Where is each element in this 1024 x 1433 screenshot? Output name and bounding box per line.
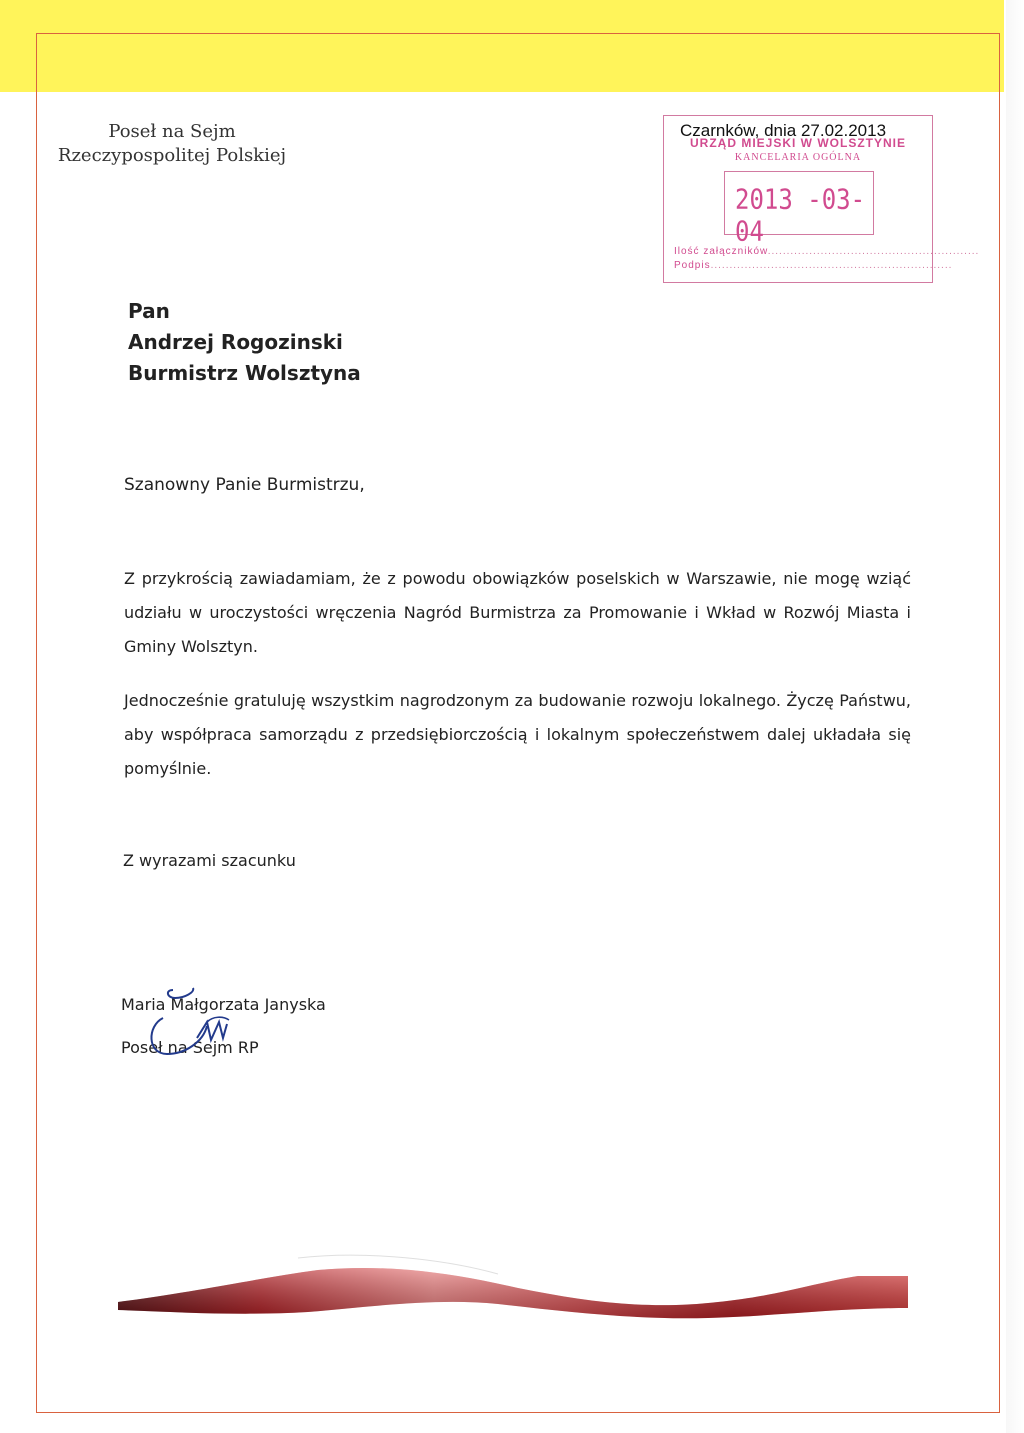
decorative-red-ribbon <box>118 1250 908 1322</box>
stamp-department: KANCELARIA OGÓLNA <box>734 152 862 163</box>
place-date: Czarnków, dnia 27.02.2013 <box>680 121 887 140</box>
recipient-name: Andrzej Rogozinski <box>128 330 343 354</box>
stamp-signature-dots: ................................................................ <box>710 260 953 271</box>
salutation: Szanowny Panie Burmistrzu, <box>124 475 365 495</box>
signer-name: Maria Małgorzata Janyska <box>121 995 326 1014</box>
stamp-signature-label: Podpis <box>674 260 711 271</box>
paragraph-1: Z przykrością zawiadamiam, że z powodu obowiązków poselskich w Warszawie, nie mogę wziąć udziału w uroczystości wręczenia Nagród Burmistrza za Promowanie i Wkład w Rozwój Miasta i Gminy Wolsztyn. <box>124 569 911 656</box>
closing-phrase: Z wyrazami szacunku <box>123 851 296 870</box>
recipient-position: Burmistrz Wolsztyna <box>128 361 361 385</box>
signer-role: Poseł na Sejm RP <box>121 1038 259 1057</box>
sender-header <box>52 120 292 168</box>
handwritten-signature <box>137 982 235 1078</box>
recipient-title: Pan <box>128 299 170 323</box>
sender-line-2: Rzeczypospolitej Polskiej <box>57 145 287 166</box>
stamp-office: URZĄD MIEJSKI W WOLSZTYNIE <box>690 136 906 150</box>
stamp-received-date: 2013 -03- 04 <box>735 183 866 248</box>
paragraph-2: Jednocześnie gratuluję wszystkim nagrodzonym za budowanie rozwoju lokalnego. Życzę Państwu, aby współpraca samorządu z przedsiębiorczością i lokalnym społeczeństwem dalej układała się pomyślnie. <box>124 691 911 778</box>
stamp-attachments-line <box>674 245 980 259</box>
sender-line-1: Poseł na Sejm <box>108 121 236 142</box>
scan-edge <box>1006 0 1024 1433</box>
stamp-date-box <box>724 171 874 248</box>
stamp-attachments-label: Ilość załączników <box>674 246 768 257</box>
stamp-signature-line <box>674 259 953 273</box>
stamp-attachments-dots: ........................................................ <box>767 246 980 257</box>
recipient-block <box>128 296 361 389</box>
